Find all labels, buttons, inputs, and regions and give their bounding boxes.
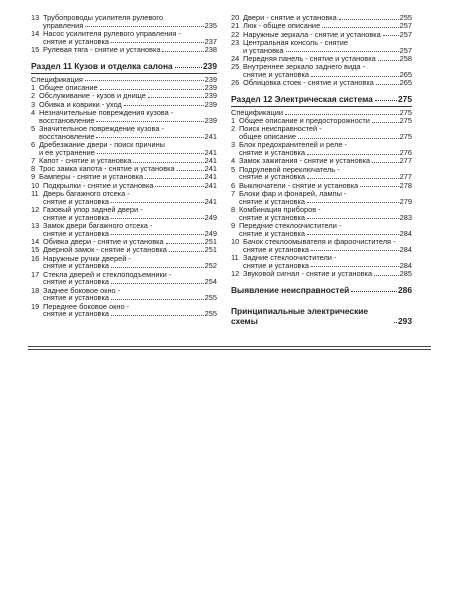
toc-entry-title: Подрулевой переключатель - [239, 164, 340, 174]
toc-entry-title: Облицовка стоек - снятие и установка [243, 78, 374, 88]
section-title: Принципиальные электрические схемы [231, 305, 369, 326]
toc-entry-number: 13 [31, 13, 40, 22]
toc-entry-title: снятие и установка [43, 196, 109, 206]
toc-entry-title: Трос замка капота - снятие и установка [39, 164, 175, 174]
toc-entry [231, 166, 412, 181]
toc-entry-title: Общее описание и предосторожности [239, 116, 370, 126]
dot-leader [322, 27, 398, 28]
dot-leader [372, 122, 399, 123]
toc-entry-number: 15 [31, 245, 40, 255]
toc-entry-number: 10 [31, 180, 40, 190]
toc-page-number: 265 [399, 78, 412, 88]
left-column [31, 14, 217, 318]
toc-page-number: 239 [204, 99, 217, 109]
section-title: Раздел 11 Кузов и отделка салона [31, 60, 173, 71]
toc-entry-title: Дверь багажного отсека - [43, 189, 130, 199]
toc-entry-title: Комбинация приборов - [239, 205, 321, 215]
toc-entry-title: Газовый упор задней двери - [43, 205, 143, 215]
dot-leader [169, 251, 204, 252]
toc-page-number: 284 [399, 228, 412, 238]
toc-entry-title: Обивка и коврики - уход [39, 99, 122, 109]
dot-leader [383, 35, 399, 36]
toc-entry-title: Бачок стеклоомывателя и фароочистителя - [243, 237, 396, 247]
dot-leader [85, 26, 203, 27]
toc-entry-title: снятие и установка [43, 293, 109, 303]
toc-entry-number: 18 [31, 285, 40, 295]
toc-entry [31, 206, 217, 221]
section-heading-wiring-diagrams [231, 306, 412, 326]
toc-entry-title: Звуковой сигнал - снятие и установка [243, 269, 373, 279]
dot-leader [360, 186, 398, 187]
toc-page-number: 249 [204, 228, 217, 238]
toc-entry-title: снятие и установка [43, 261, 109, 271]
toc-page-number: 284 [399, 244, 412, 254]
dot-leader [96, 137, 203, 138]
toc-entry-number: 20 [231, 13, 240, 22]
toc-entry-title: снятие и установка [239, 148, 305, 158]
toc-entry-title: Бамперы - снятие и установка [39, 172, 144, 182]
toc-page-number: 238 [204, 45, 217, 54]
toc-entry [31, 109, 217, 124]
toc-page-number: 241 [204, 131, 217, 141]
toc-entry-title: Замок двери багажного отсека - [43, 221, 153, 231]
toc-entry-title: Общее описание [39, 83, 98, 92]
toc-entry-title: Спецификации [231, 107, 284, 117]
toc-entry-title: и ее устранение [39, 147, 95, 157]
toc-page-number: 241 [204, 155, 217, 165]
toc-entry-number: 7 [231, 189, 236, 199]
toc-page-number: 255 [204, 309, 217, 319]
dot-leader [286, 51, 399, 52]
toc-entry [31, 190, 217, 205]
toc-entry [31, 92, 217, 100]
dot-leader [111, 234, 204, 235]
toc-page-number: 239 [204, 83, 217, 92]
section-underline [231, 106, 412, 107]
toc-entry-number: 24 [231, 53, 240, 63]
toc-page-number: 278 [399, 180, 412, 190]
toc-entry-number: 8 [231, 205, 236, 215]
toc-page-number: 241 [204, 172, 217, 182]
section-title: Раздел 12 Электрическая система [231, 93, 373, 104]
toc-page-number: 249 [204, 212, 217, 222]
toc-entry-number: 14 [31, 29, 40, 38]
dot-leader [162, 51, 203, 52]
toc-page-number: 254 [204, 277, 217, 287]
toc-entry-title: Незначительные повреждения кузова - [39, 107, 174, 117]
dot-leader [155, 186, 203, 187]
dot-leader [339, 19, 399, 20]
toc-entry-title: Дверной замок - снятие и установка [43, 245, 167, 255]
toc-entry [231, 222, 412, 237]
toc-entry [231, 254, 412, 269]
toc-entry-number: 2 [231, 124, 236, 134]
toc-page-number: 276 [399, 148, 412, 158]
toc-entry-title: Заднее боковое окно - [43, 285, 121, 295]
dot-leader [96, 121, 203, 122]
section-page-number: 293 [398, 315, 412, 326]
toc-page-number: 251 [204, 237, 217, 247]
section-heading-troubleshooting [231, 285, 412, 295]
dot-leader [175, 67, 202, 68]
toc-entry-title: Значительное повреждение кузова - [39, 123, 164, 133]
dot-leader [307, 154, 399, 155]
dot-leader [166, 243, 204, 244]
toc-entry-number: 17 [31, 269, 40, 279]
dot-leader [111, 299, 204, 300]
toc-entry-title: Спецификация [31, 74, 83, 84]
section-title: Выявление неисправностей [231, 284, 350, 295]
toc-entry-number: 14 [31, 237, 40, 247]
toc-entry [231, 125, 412, 140]
toc-page-number: 275 [399, 116, 412, 126]
toc-page-number: 275 [399, 132, 412, 142]
dot-leader [111, 218, 204, 219]
dot-leader [372, 162, 399, 163]
dot-leader [307, 218, 399, 219]
toc-entry-number: 1 [231, 116, 236, 126]
toc-entry-title: снятие и установка [239, 196, 305, 206]
dot-leader [307, 202, 399, 203]
toc-page-number: 239 [204, 91, 217, 101]
toc-entry [231, 22, 412, 30]
toc-entry-title: снятие и установка [43, 228, 109, 238]
toc-entry-title: снятие и установка [43, 309, 109, 319]
toc-entry-title: Двери - снятие и установка [243, 13, 337, 22]
toc-entry-number: 19 [31, 301, 40, 311]
dot-leader [394, 322, 397, 323]
toc-entry-title: снятие и установка [43, 277, 109, 287]
dot-leader [85, 80, 204, 81]
toc-entry-number: 26 [231, 78, 240, 88]
dot-leader [124, 105, 204, 106]
toc-entry-number: 2 [31, 91, 36, 101]
toc-page-number: 241 [204, 180, 217, 190]
dot-leader [97, 153, 204, 154]
toc-entry-number: 25 [231, 62, 240, 72]
toc-entry-title: Дребезжание двери - поиск причины [39, 139, 165, 149]
toc-page-number: 277 [399, 172, 412, 182]
dot-leader [376, 84, 399, 85]
toc-entry [231, 190, 412, 205]
dot-leader [298, 138, 399, 139]
toc-entry-number: 4 [31, 107, 36, 117]
toc-entry [231, 206, 412, 221]
toc-entry-number: 3 [231, 140, 236, 150]
right-column [231, 14, 412, 328]
toc-entry-number: 6 [231, 180, 236, 190]
toc-entry-number: 21 [231, 21, 240, 31]
toc-entry-number: 6 [31, 139, 36, 149]
dot-leader [111, 283, 204, 284]
toc-entry-number: 3 [31, 99, 36, 109]
dot-leader [375, 100, 397, 101]
toc-entry-title: Задние стеклоочистители - [243, 253, 337, 263]
toc-entry-title: Трубопроводы усилителя рулевого [43, 13, 163, 22]
toc-entry-title: Передняя панель - снятие и установка [243, 53, 376, 63]
section-heading-electrical [231, 94, 412, 104]
toc-entry [31, 46, 217, 54]
toc-entry [31, 271, 217, 286]
toc-page-number: 252 [204, 261, 217, 271]
toc-entry-title: снятие и установка [43, 36, 109, 46]
toc-entry-title: снятие и установка [239, 172, 305, 182]
toc-entry-title: снятие и установка [243, 260, 309, 270]
toc-entry-number: 5 [231, 164, 236, 174]
toc-page-number: 237 [204, 36, 217, 46]
toc-entry-title: Поиск неисправностей - [239, 124, 322, 134]
dot-leader [111, 267, 204, 268]
toc-entry-title: Наружные зеркала - снятие и установка [243, 29, 381, 39]
toc-entry-title: Стекла дверей и стеклоподъемники - [43, 269, 172, 279]
toc-entry-title: общее описание [239, 132, 296, 142]
toc-page-number: 257 [399, 29, 412, 39]
dot-leader [374, 275, 399, 276]
toc-entry-title: управления [43, 20, 84, 30]
toc-page-number: 285 [399, 269, 412, 279]
section-heading-body [31, 61, 217, 71]
toc-entry-number: 23 [231, 37, 240, 47]
section-underline [31, 73, 217, 74]
toc-entry-number: 9 [31, 172, 36, 182]
toc-entry-title: снятие и установка [243, 69, 309, 79]
toc-entry-number: 8 [31, 164, 36, 174]
toc-entry-number: 22 [231, 29, 240, 39]
toc-entry [231, 141, 412, 156]
page-divider-rule-secondary [28, 349, 431, 350]
toc-entry-number: 11 [231, 253, 239, 263]
toc-entry-number: 13 [31, 221, 40, 231]
toc-entry-title: Блоки фар и фонарей, лампы - [239, 189, 347, 199]
toc-entry-title: Насос усилителя рулевого управления - [43, 29, 181, 38]
toc-entry-title: Замок зажигания - снятие и установка [239, 156, 371, 166]
toc-entry-number: 11 [31, 189, 39, 199]
toc-entry-number: 1 [31, 83, 36, 92]
section-page-number: 275 [398, 93, 412, 104]
dot-leader [111, 202, 204, 203]
toc-entry-number: 7 [31, 155, 36, 165]
dot-leader [145, 178, 204, 179]
toc-entry-title: Обслуживание - кузов и днище [39, 91, 146, 101]
dot-leader [351, 291, 397, 292]
section-page-number: 239 [203, 60, 217, 71]
dot-leader [285, 114, 399, 115]
toc-entry-title: Выключатели - снятие и установка [239, 180, 359, 190]
toc-entry-number: 9 [231, 221, 236, 231]
toc-entry [231, 63, 412, 78]
dot-leader [311, 76, 399, 77]
dot-leader [378, 60, 399, 61]
toc-page-number: 283 [399, 212, 412, 222]
dot-leader [111, 42, 204, 43]
toc-entry [31, 255, 217, 270]
toc-entry [231, 39, 412, 54]
toc-page-number: 235 [204, 20, 217, 30]
toc-page-number: 284 [399, 260, 412, 270]
toc-page-number: 241 [204, 164, 217, 174]
toc-entry-title: восстановление [39, 131, 95, 141]
dot-leader [133, 162, 203, 163]
toc-entry-title: Передние стеклоочистители - [239, 221, 342, 231]
toc-page-number: 277 [399, 156, 412, 166]
toc-entry [31, 125, 217, 140]
toc-page-number: 251 [204, 245, 217, 255]
toc-entry [231, 238, 412, 253]
dot-leader [307, 178, 399, 179]
toc-page-number: 239 [204, 74, 217, 84]
toc-entry-title: снятие и установка [43, 212, 109, 222]
toc-entry-title: Наружные ручки дверей - [43, 253, 131, 263]
toc-entry [31, 14, 217, 29]
toc-page-number: 275 [399, 107, 412, 117]
dot-leader [148, 97, 204, 98]
toc-entry-title: Капот - снятие и установка [39, 155, 132, 165]
toc-entry [31, 246, 217, 254]
toc-entry-title: Обивка двери - снятие и установка [43, 237, 164, 247]
toc-page-number: 239 [204, 115, 217, 125]
toc-page-number: 279 [399, 196, 412, 206]
toc-entry-title: Подкрылки - снятие и установка [43, 180, 154, 190]
toc-page-number: 255 [204, 293, 217, 303]
toc-entry-title: и установка [243, 45, 284, 55]
toc-entry-number: 4 [231, 156, 236, 166]
toc-entry-title: снятие и установка [243, 244, 309, 254]
toc-entry [31, 222, 217, 237]
toc-entry [231, 79, 412, 87]
toc-entry-number: 12 [231, 269, 240, 279]
dot-leader [100, 89, 204, 90]
toc-page-number: 241 [204, 147, 217, 157]
toc-entry-number: 12 [31, 205, 40, 215]
toc-page-number: 255 [399, 13, 412, 22]
toc-entry-number: 15 [31, 45, 40, 54]
dot-leader [307, 234, 399, 235]
toc-page-number: 257 [399, 21, 412, 31]
toc-entry-number: 10 [231, 237, 240, 247]
section-page-number: 286 [398, 284, 412, 295]
toc-entry [231, 270, 412, 278]
dot-leader [311, 266, 399, 267]
toc-entry-title: Переднее боковое окно - [43, 301, 130, 311]
toc-entry [31, 30, 217, 45]
toc-entry-title: Центральная консоль - снятие [243, 37, 349, 47]
toc-entry-number: 5 [31, 123, 36, 133]
toc-page-number: 241 [204, 196, 217, 206]
toc-entry [31, 141, 217, 156]
toc-page-number: 265 [399, 69, 412, 79]
toc-entry [31, 287, 217, 302]
toc-entry-title: восстановление [39, 115, 95, 125]
dot-leader [111, 315, 204, 316]
toc-entry-title: снятие и установка [239, 228, 305, 238]
toc-entry-title: Блок предохранителей и реле - [239, 140, 347, 150]
page-divider-rule [28, 346, 431, 347]
toc-entry-number: 16 [31, 253, 40, 263]
toc-entry-title: Рулевая тяга - снятие и установка [43, 45, 161, 54]
toc-page-number: 257 [399, 45, 412, 55]
toc-entry [31, 303, 217, 318]
dot-leader [177, 170, 204, 171]
toc-entry-title: снятие и установка [239, 212, 305, 222]
toc-entry-title: Люк - общее описание [243, 21, 321, 31]
dot-leader [311, 250, 399, 251]
toc-entry-title: Внутреннее зеркало заднего вида - [243, 62, 366, 72]
toc-page-number: 258 [399, 53, 412, 63]
